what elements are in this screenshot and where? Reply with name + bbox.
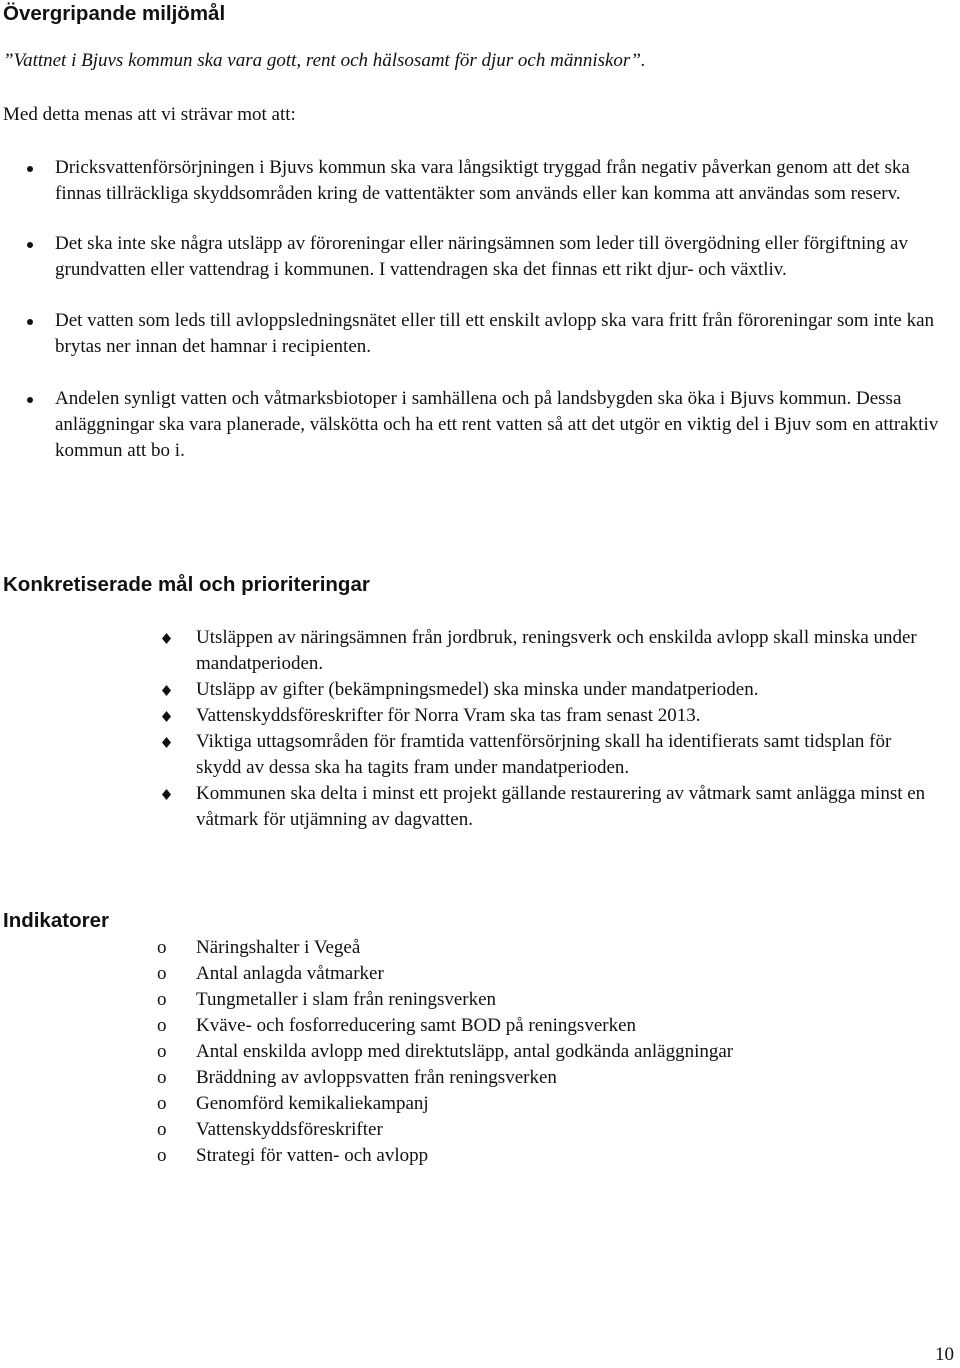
list-item-text: Tungmetaller i slam från reningsverken: [196, 989, 497, 1010]
list-item-text: Andelen synligt vatten och våtmarksbiotoper i samhällena och på landsbygden ska öka i Bjuvs kommun. Dessa anläggningar ska vara planerade, välskötta och ha ett rent vatten så att det utgör en viktig del i Bjuv som en attraktiv kommun att bo i.: [55, 388, 939, 461]
list-item: [55, 155, 945, 207]
list-item-text: Antal enskilda avlopp med direktutsläpp, antal godkända anläggningar: [196, 1041, 734, 1062]
list-item-text: Viktiga uttagsområden för framtida vattenförsörjning skall ha identifierats samt tidsplan för skydd av dessa ska ha tagits fram under mandatperioden.: [196, 731, 892, 778]
goal-quote: ”Vattnet i Bjuvs kommun ska vara gott, rent och hälsosamt för djur och människor”.: [3, 50, 646, 71]
o-bullet-icon: o: [157, 1093, 167, 1114]
bullet-dot-icon: [27, 319, 33, 325]
indicators-list: [157, 935, 936, 1169]
list-item-text: Kväve- och fosforreducering samt BOD på reningsverken: [196, 1015, 637, 1036]
list-item: [196, 625, 936, 677]
o-bullet-icon: o: [157, 937, 167, 958]
list-item: [196, 677, 936, 703]
list-item-text: Antal anlagda våtmarker: [196, 963, 384, 984]
diamond-bullet-icon: [162, 737, 171, 748]
list-item-text: Vattenskyddsföreskrifter för Norra Vram ska tas fram senast 2013.: [196, 705, 701, 726]
list-item: [157, 1117, 936, 1143]
bullet-dot-icon: [27, 397, 33, 403]
list-item-text: Strategi för vatten- och avlopp: [196, 1145, 429, 1166]
list-item: [157, 1039, 936, 1065]
diamond-bullet-icon: [162, 633, 171, 644]
list-item-text: Näringshalter i Vegeå: [196, 937, 361, 958]
list-item: [157, 935, 936, 961]
list-item: [196, 703, 936, 729]
goal-bullet-list: [55, 155, 945, 488]
intro-text: Med detta menas att vi strävar mot att:: [3, 104, 296, 125]
o-bullet-icon: o: [157, 1119, 167, 1140]
bullet-dot-icon: [27, 166, 33, 172]
list-item: [55, 386, 945, 464]
o-bullet-icon: o: [157, 989, 167, 1010]
diamond-bullet-icon: [162, 789, 171, 800]
list-item-text: Utsläpp av gifter (bekämpningsmedel) ska minska under mandatperioden.: [196, 679, 759, 700]
list-item-text: Genomförd kemikaliekampanj: [196, 1093, 429, 1114]
list-item: [157, 1065, 936, 1091]
list-item: [196, 781, 936, 833]
o-bullet-icon: o: [157, 1015, 167, 1036]
list-item-text: Bräddning av avloppsvatten från reningsverken: [196, 1067, 557, 1088]
list-item: [55, 231, 945, 283]
o-bullet-icon: o: [157, 963, 167, 984]
diamond-bullet-icon: [162, 711, 171, 722]
o-bullet-icon: o: [157, 1041, 167, 1062]
list-item: [157, 1013, 936, 1039]
list-item-text: Dricksvattenförsörjningen i Bjuvs kommun ska vara långsiktigt tryggad från negativ påverkan genom att det ska finnas tillräckliga skyddsområden kring de vattentäkter som används eller kan komma att användas som reserv.: [55, 157, 910, 204]
list-item: [157, 987, 936, 1013]
bullet-dot-icon: [27, 242, 33, 248]
list-item-text: Det ska inte ske några utsläpp av föroreningar eller näringsämnen som leder till övergödning eller förgiftning av grundvatten eller vattendrag i kommunen. I vattendragen ska det finnas ett rikt djur- och växtliv.: [55, 233, 908, 280]
section-heading-concrete-goals: Konkretiserade mål och prioriteringar: [3, 573, 370, 596]
diamond-bullet-icon: [162, 685, 171, 696]
list-item: [196, 729, 936, 781]
list-item-text: Vattenskyddsföreskrifter: [196, 1119, 383, 1140]
list-item-text: Det vatten som leds till avloppsledningsnätet eller till ett enskilt avlopp ska vara fritt från föroreningar som inte kan brytas ner innan det hamnar i recipienten.: [55, 310, 935, 357]
list-item-text: Utsläppen av näringsämnen från jordbruk, reningsverk och enskilda avlopp skall minska under mandatperioden.: [196, 627, 917, 674]
o-bullet-icon: o: [157, 1067, 167, 1088]
page-number: 10: [935, 1344, 954, 1365]
list-item: [157, 1143, 936, 1169]
list-item: [157, 961, 936, 987]
list-item: [55, 308, 945, 360]
list-item: [157, 1091, 936, 1117]
section-heading-indicators: Indikatorer: [3, 909, 109, 932]
concrete-goals-list: [196, 625, 936, 833]
o-bullet-icon: o: [157, 1145, 167, 1166]
section-heading-overall-goal: Övergripande miljömål: [3, 2, 226, 25]
list-item-text: Kommunen ska delta i minst ett projekt gällande restaurering av våtmark samt anlägga minst en våtmark för utjämning av dagvatten.: [196, 783, 926, 830]
